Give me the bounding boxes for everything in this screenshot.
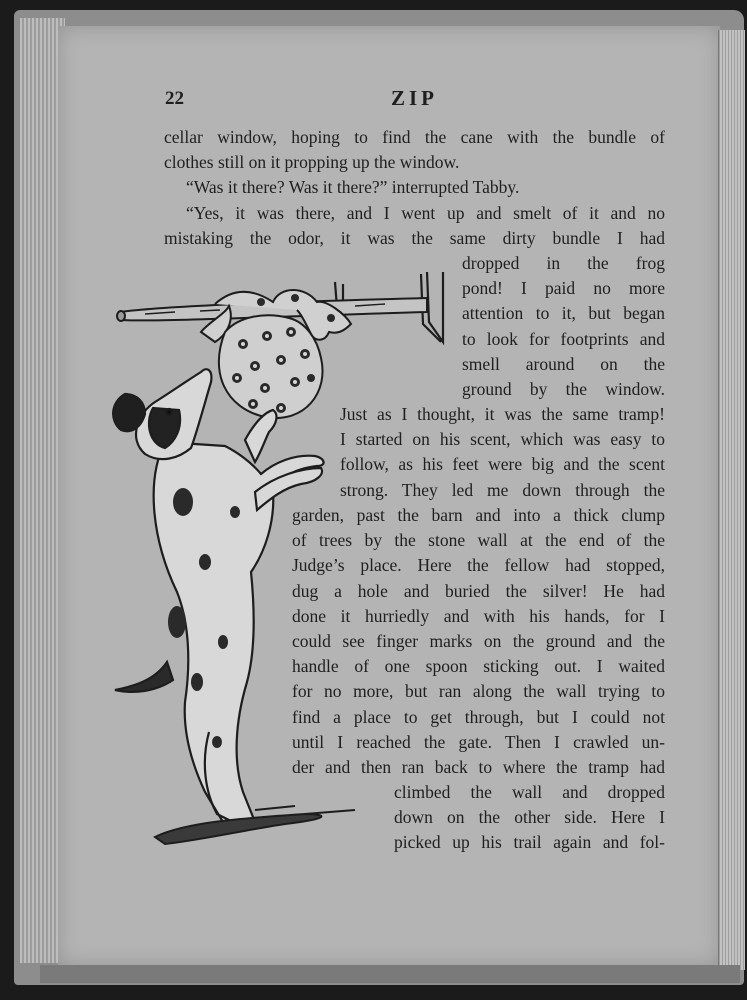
text-line: until I reached the gate. Then I crawled un-: [292, 731, 665, 752]
text-line: Judge’s place. Here the fellow had stopped,: [292, 555, 665, 576]
text-line: done it hurriedly and with his hands, for I: [292, 605, 665, 626]
text-line: I started on his scent, which was easy to: [340, 429, 665, 450]
text-line: picked up his trail again and fol-: [394, 832, 665, 853]
text-line: of trees by the stone wall at the end of the: [292, 530, 665, 551]
text-line: follow, as his feet were big and the scent: [340, 454, 665, 475]
text-line: smell around on the: [462, 353, 665, 374]
text-line: mistaking the odor, it was the same dirty bundle I had: [164, 227, 665, 248]
text-line: “Yes, it was there, and I went up and smelt of it and no: [186, 202, 665, 223]
dog-bundle-illustration: [105, 262, 455, 857]
text-line: cellar window, hoping to find the cane with the bundle of: [164, 127, 665, 147]
text-line: der and then ran back to where the tramp had: [292, 756, 665, 777]
book-bottom-edge: [40, 965, 740, 983]
text-line: ground by the window.: [462, 378, 665, 399]
page-number: 22: [165, 88, 184, 109]
text-line: to look for footprints and: [462, 328, 665, 349]
text-line: pond! I paid no more: [462, 278, 665, 299]
text-line: clothes still on it propping up the window.: [164, 152, 460, 173]
text-line: climbed the wall and dropped: [394, 782, 665, 802]
running-title: ZIP: [391, 86, 439, 110]
text-line: attention to it, but began: [462, 303, 665, 324]
text-line: for no more, but ran along the wall trying to: [292, 681, 665, 702]
text-block-top: [164, 125, 665, 251]
text-line: find a place to get through, but I could not: [292, 706, 665, 727]
text-block-right-narrow: [462, 251, 665, 402]
text-line: “Was it there? Was it there?” interrupted Tabby.: [186, 177, 520, 198]
page-header: [0, 86, 747, 116]
text-line: strong. They led me down through the: [340, 479, 665, 500]
text-line: garden, past the barn and into a thick clump: [292, 505, 665, 525]
text-line: could see finger marks on the ground and the: [292, 630, 665, 651]
page-edges-right: [718, 30, 745, 970]
ground-shadow: [155, 806, 355, 844]
text-line: dropped in the frog: [462, 253, 665, 273]
text-line: down on the other side. Here I: [394, 807, 665, 828]
dog-drawing: [113, 369, 323, 822]
text-line: Just as I thought, it was the same tramp!: [340, 404, 665, 424]
text-line: handle of one spoon sticking out. I waited: [292, 656, 665, 677]
text-line: dug a hole and buried the silver! He had: [292, 580, 665, 601]
